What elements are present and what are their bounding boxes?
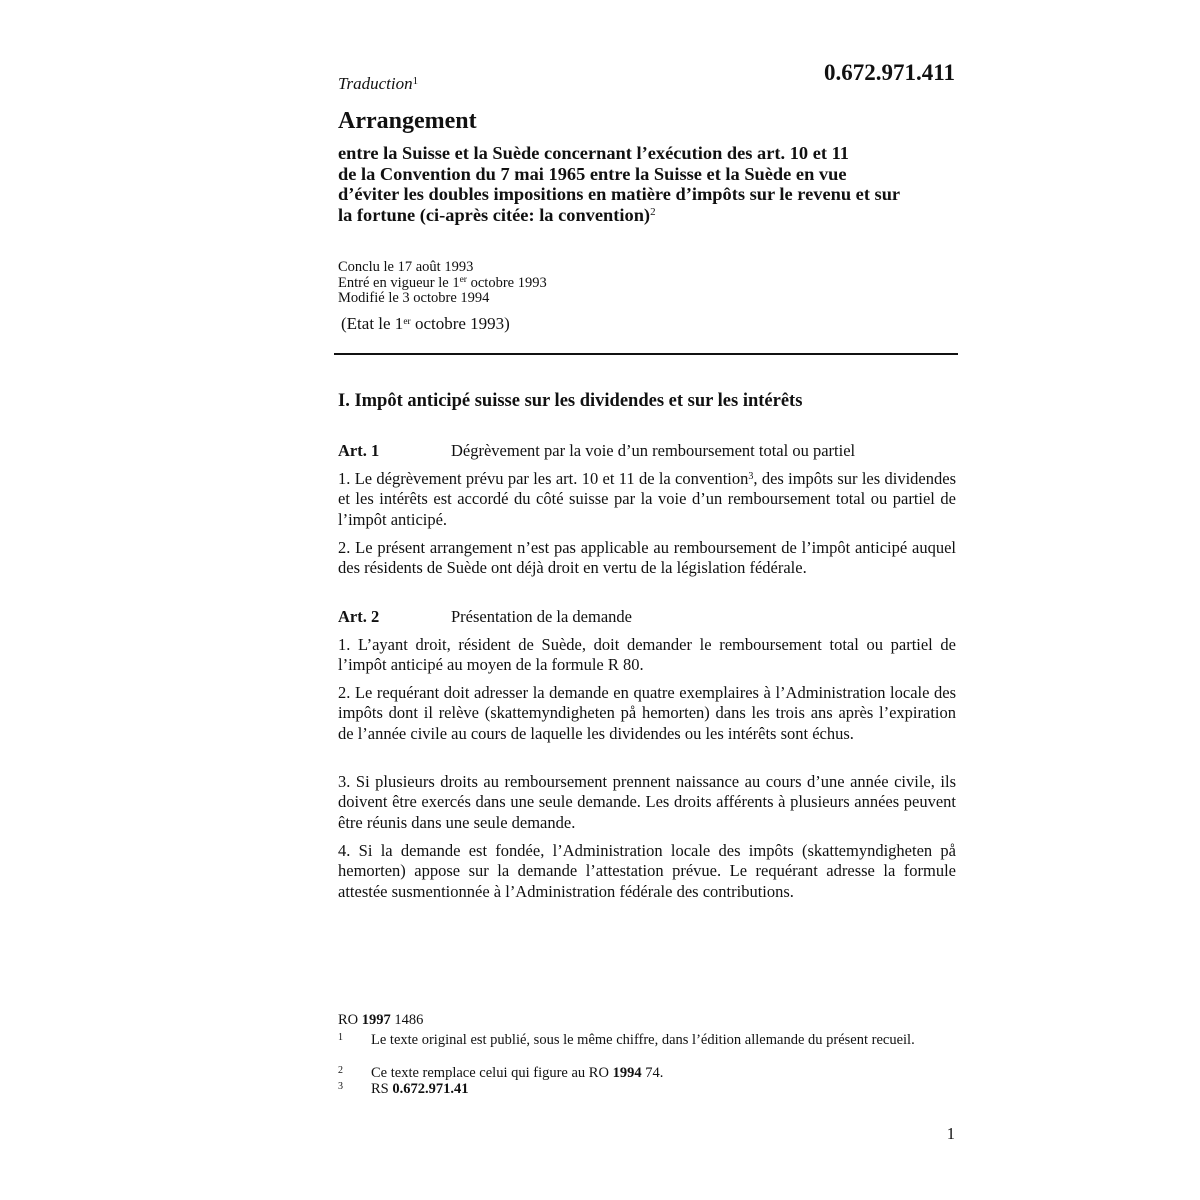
article-1-heading: Art. 1 Dégrèvement par la voie d’un remboursement total ou partiel bbox=[338, 441, 856, 460]
header-divider bbox=[334, 353, 958, 355]
systematic-number: 0.672.971.411 bbox=[824, 60, 955, 85]
article-2-paragraph-3: 3. Si plusieurs droits au remboursement prennent naissance au cours d’une année civile, ils doivent être exercés dans une seule demande. Les droits afférents à plusieurs années peuvent être réunis dans une seule demande. bbox=[338, 772, 956, 832]
document-subtitle: entre la Suisse et la Suède concernant l’exécution des art. 10 et 11 de la Convention du 7 mai 1965 entre la Suisse et la Suède en vue d’éviter les doubles impositions en matière d’impôts sur le revenu et sur la fortune (ci-après citée: la convention)$^2$ bbox=[338, 143, 901, 225]
footnote-ref-1: 1 bbox=[412, 75, 419, 87]
article-2-paragraph-4: 4. Si la demande est fondée, l’Administration locale des impôts (skattemyndigheten på hemorten) appose sur la demande l’attestation prévue. Le requérant adresse la formule attestée susmentionnée à l’Administration fédérale des contributions. bbox=[338, 841, 956, 901]
article-2-paragraph-1: 1. L’ayant droit, résident de Suède, doit demander le remboursement total ou partiel de l’impôt anticipé au moyen de la formule R 80. bbox=[338, 635, 956, 675]
footnote-ref-3: 3 bbox=[748, 471, 754, 482]
section-heading: I. Impôt anticipé suisse sur les dividendes et sur les intérêts bbox=[338, 391, 803, 411]
footnote-ref-2: 2 bbox=[650, 205, 656, 218]
official-compilation-reference: RO 1997 1486 bbox=[338, 1012, 424, 1028]
modified-date: Modifié le 3 octobre 1994 bbox=[338, 290, 490, 306]
article-2-heading: Art. 2 Présentation de la demande bbox=[338, 607, 632, 626]
article-2-paragraph-2: 2. Le requérant doit adresser la demande en quatre exemplaires à l’Administration locale des impôts dont il relève (skattemyndigheten på hemorten) dans les trois ans après l’expiration de l’année civile au cours de laquelle les dividendes ou les intérêts sont échus. bbox=[338, 683, 956, 743]
status-date: (Etat le 1er octobre 1993) bbox=[341, 314, 510, 333]
footnote-3: 3 RS 0.672.971.41 bbox=[338, 1081, 469, 1097]
page-number: 1 bbox=[946, 1124, 955, 1143]
concluded-date: Conclu le 17 août 1993 bbox=[338, 259, 474, 275]
footnote-2: 2 Ce texte remplace celui qui figure au RO 1994 74. bbox=[338, 1065, 664, 1081]
document-dates bbox=[338, 260, 547, 307]
entry-into-force-date: Entré en vigueur le 1er octobre 1993 bbox=[338, 274, 547, 291]
translation-label: Traduction$^1$ bbox=[338, 74, 419, 93]
article-1-paragraph-2: 2. Le présent arrangement n’est pas applicable au remboursement de l’impôt anticipé auquel des résidents de Suède ont déjà droit en vertu de la législation fédérale. bbox=[338, 538, 956, 578]
article-1-paragraph-1: 1. Le dégrèvement prévu par les art. 10 et 11 de la convention$^3$, des impôts sur les dividendes et les intérêts est accordé du côté suisse par la voie d’un remboursement total ou partiel de l’impôt anticipé. bbox=[338, 469, 956, 529]
document-title: Arrangement bbox=[338, 108, 477, 134]
footnote-1: 1 Le texte original est publié, sous le même chiffre, dans l’édition allemande du présent recueil. bbox=[338, 1032, 915, 1048]
